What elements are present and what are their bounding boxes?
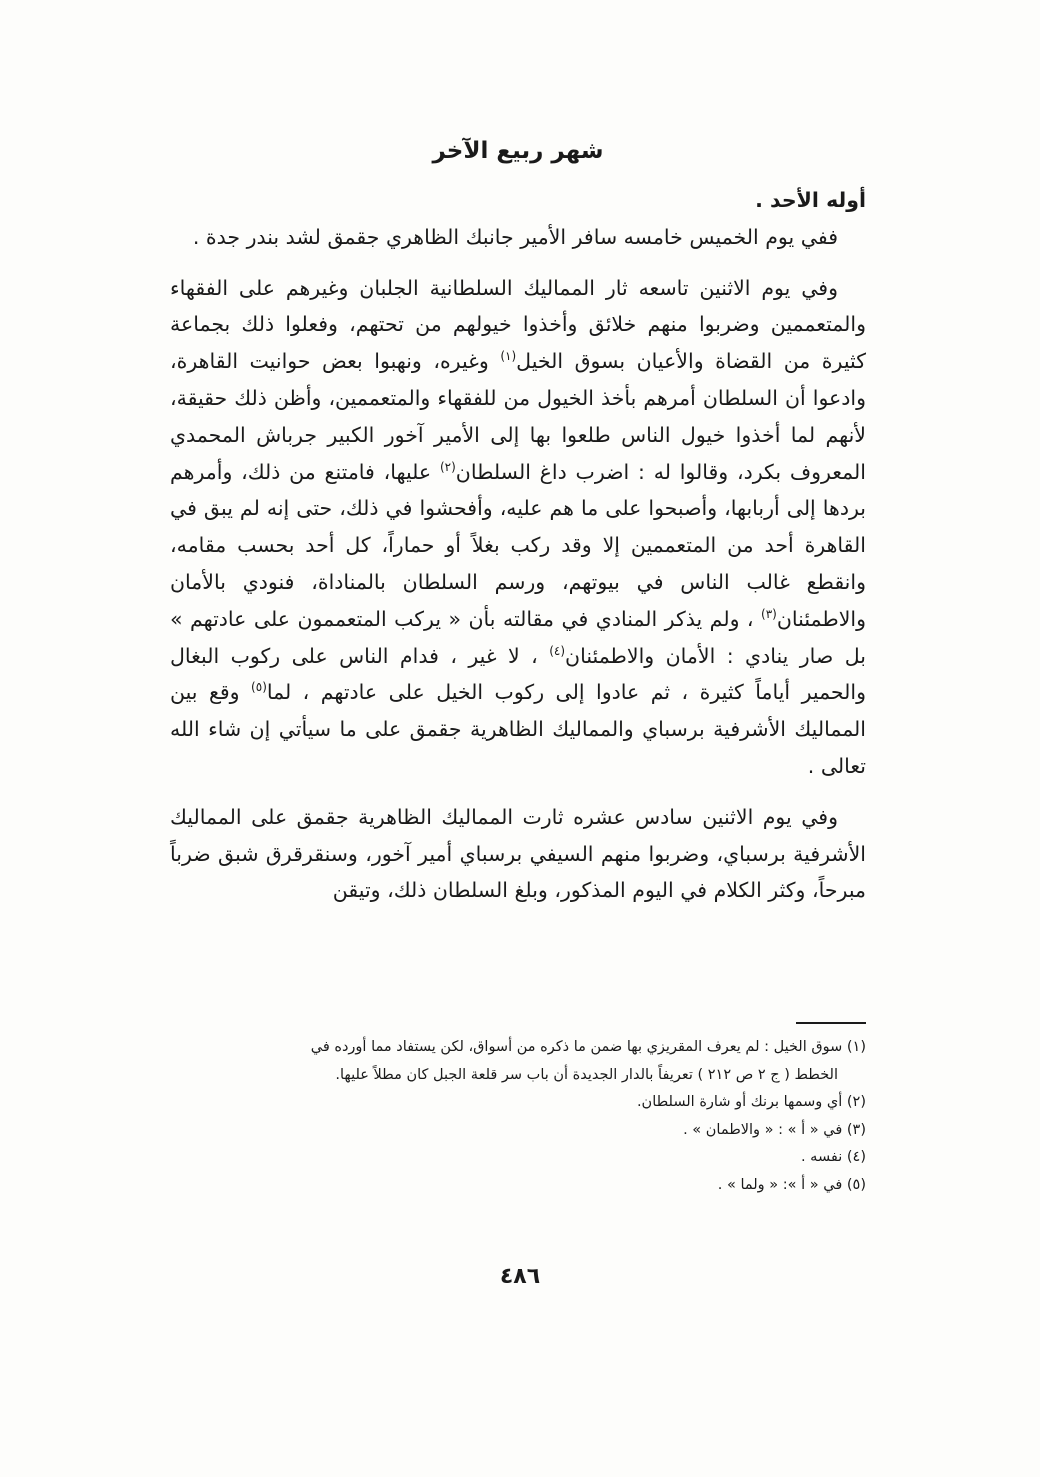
footnote-1-continued: الخطط ( ج ٢ ص ٢١٢ ) تعريفاً بالدار الجديدة أن باب سر قلعة الجبل كان مطلاً عليها. — [335, 1066, 838, 1083]
footnote-ref-3: (٣) — [761, 606, 777, 621]
text-segment: ، ولم يذكر المنادي في مقالته بأن « يركب المتعممون على عادتهم » بل صار ينادي : الأمان والاطمئنان — [170, 606, 866, 668]
footnotes — [170, 1034, 866, 1199]
footnote-ref-1: (١) — [500, 349, 517, 364]
chapter-title: شهر ربيع الآخر — [432, 138, 604, 164]
paragraph-monday-ninth — [170, 270, 866, 785]
footnote-2: (٢) أي وسمها برنك أو شارة السلطان. — [636, 1094, 866, 1110]
page-number: ٤٨٦ — [499, 1264, 541, 1289]
text-segment: عليها، فامتنع من ذلك، وأمرهم بردها إلى أربابها، وأصبحوا على ما هم عليه، وأفحشوا في ذلك، حتى إنه لم يبق في القاهرة أحد من المتعممين إلا وقد ركب بغلاً أو حماراً، كل أحد بحسب مقامه، وانقطع غالب الناس في بيوتهم، ورسم السلطان بالمناداة، فنودي بالأمان والاطمئنان — [170, 459, 866, 631]
text-segment: وغيره، ونهبوا بعض حوانيت القاهرة، وادعوا أن السلطان أمرهم بأخذ الخيول من للفقهاء والمتعممين، وأظن ذلك حقيقة، لأنهم لما أخذوا خيول الناس طلعوا بها إلى الأمير آخور الكبير جرباش المحمدي المعروف بكرد، وقالوا له : اضرب داغ السلطان — [170, 349, 866, 484]
paragraph-monday-sixteenth: وفي يوم الاثنين سادس عشره ثارت المماليك الظاهرية جقمق على المماليك الأشرفية برسباي، وضربوا منهم السيفي برسباي أمير آخور، وسنقرقرق شبق ضرباً مبرحاً، وكثر الكلام في اليوم المذكور، وبلغ السلطان ذلك، وتيقن — [170, 804, 866, 903]
footnote-5: (٥) في « أ »: « ولما » . — [717, 1176, 866, 1193]
main-text — [170, 182, 866, 909]
text-segment: وفي يوم الاثنين تاسعه ثار المماليك السلطانية الجلبان وغيرهم على الفقهاء والمتعممين وضربوا منهم خلائق وأخذوا خيولهم من تحتهم، وفعلوا ذلك بجماعة كثيرة من القضاة والأعيان بسوق الخيل — [170, 275, 866, 374]
footnote-3: (٣) في « أ » : « والاطمان » . — [683, 1121, 866, 1138]
footnote-ref-5: (٥) — [251, 680, 267, 695]
footnote-separator — [796, 1022, 866, 1024]
text-segment: وقع بين المماليك الأشرفية برسباي والمماليك الظاهرية جقمق على ما سيأتي إن شاء الله تعالى . — [170, 680, 866, 778]
footnote-ref-2: (٢) — [439, 459, 456, 474]
footnote-ref-4: (٤) — [549, 643, 566, 658]
footnote-4: (٤) نفسه . — [800, 1149, 866, 1165]
footnote-1: (١) سوق الخيل : لم يعرف المقريزي بها ضمن ما ذكره من أسواق، لكن يستفاد مما أورده في — [310, 1039, 866, 1055]
paragraph-thursday: ففي يوم الخميس خامسه سافر الأمير جانبك الظاهري جقمق لشد بندر جدة . — [192, 224, 838, 249]
text-segment: ، لا غير ، فدام الناس على ركوب البغال والحمير أياماً كثيرة ، ثم عادوا إلى ركوب الخيل على عادتهم ، لما — [170, 643, 866, 705]
paragraph-first-day: أوله الأحد . — [755, 188, 866, 212]
